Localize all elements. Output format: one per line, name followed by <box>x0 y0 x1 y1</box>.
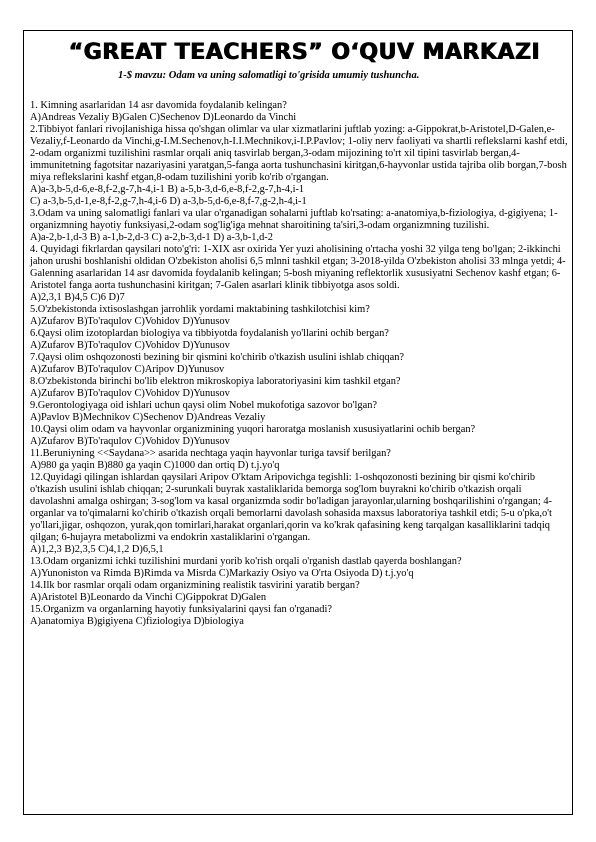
answer-options-4: A)2,3,1 B)4,5 C)6 D)7 <box>30 292 125 303</box>
question-6: 6.Qaysi olim izotoplardan biologiya va tibbiyotda foydalanish yo'llarini ochib bergan? <box>30 328 389 339</box>
answer-options-12: A)1,2,3 B)2,3,5 C)4,1,2 D)6,5,1 <box>30 544 164 555</box>
question-15: 15.Organizm va organlarning hayotiy funksiyalarini qaysi fan o'rganadi? <box>30 604 332 615</box>
answer-options-13: A)Yunoniston va Rimda B)Rimda va Misrda C)Markaziy Osiyo va O'rta Osiyoda D) t.j.yo'q <box>30 568 414 579</box>
answer-options-6: A)Zufarov B)To'raqulov C)Vohidov D)Yunusov <box>30 340 230 351</box>
answer-options-5: A)Zufarov B)To'raqulov C)Vohidov D)Yunusov <box>30 316 230 327</box>
question-1: 1. Kimning asarlaridan 14 asr davomida foydalanib kelingan? <box>30 100 287 111</box>
answer-options-15: A)anatomiya B)gigiyena C)fiziologiya D)biologiya <box>30 616 244 627</box>
answer-options-3: A)a-2,b-1,d-3 B) a-1,b-2,d-3 C) a-2,b-3,d-1 D) a-3,b-1,d-2 <box>30 232 273 243</box>
answer-options-11: A)980 ga yaqin B)880 ga yaqin C)1000 dan ortiq D) t.j.yo'q <box>30 460 280 471</box>
question-14: 14.Ilk bor rasmlar orqali odam organizmining realistik tasvirini yaratib bergan? <box>30 580 360 591</box>
topic-line: 1-$ mavzu: Odam va uning salomatligi to'grisida umumiy tushuncha. <box>118 70 420 81</box>
answer-options-10: A)Zufarov B)To'raqulov C)Vohidov D)Yunusov <box>30 436 230 447</box>
answer-options-7: A)Zufarov B)To'raqulov C)Aripov D)Yunusov <box>30 364 225 375</box>
answer-options-9: A)Pavlov B)Mechnikov C)Sechenov D)Andreas Vezaliy <box>30 412 266 423</box>
question-8: 8.O'zbekistonda birinchi bo'lib elektron mikroskopiya laboratoriyasini kim tashkil etgan? <box>30 376 401 387</box>
question-10: 10.Qaysi olim odam va hayvonlar organizmining yuqori haroratga moslanish xususiyatlarini ochib bergan? <box>30 424 476 435</box>
brand-title: “GREAT TEACHERS” O‘QUV MARKAZI <box>68 40 540 65</box>
question-3: 3.Odam va uning salomatligi fanlari va ular o'rganadigan sohalarni juftlab ko'rsating: a-anatomiya,b-fiziologiya, d-gigiyena; 1-organizmning hayotiy funksiyasi,2-odam sog'lig'iga mehnat sharoitining ta'siri,3-odam organizmning tuzilishi. <box>30 208 558 231</box>
question-7: 7.Qaysi olim oshqozonosti bezining bir qismini ko'chirib o'tkazish usulini ishlab chiqqan? <box>30 352 405 363</box>
answer-options-1: A)Andreas Vezaliy B)Galen C)Sechenov D)Leonardo da Vinchi <box>30 112 297 123</box>
question-12: 12.Quyidagi qilingan ishlardan qaysilari Aripov O'ktam Aripovichga tegishli: 1-oshqozonosti bezining bir qismi ko'chirib o'tkazish usulini ishlab chiqqan; 2-surunkali buyrak xastaliklarida bemorga sog'lom buyrakni ko'chirib o'tkazish orqali davolashni amalga oshirgan; 3-sog'lom va kasal organizmda sodir bo'ladigan jarayonlar,ularning boshqarilishini o'rgangan; 4-organlar va to'qimalarni ko'chirib o'tkazish orqali bemorlarni davolash sohasida maxsus laboratoriya tashkil etdi; 5-u o'pka,o't yo'llari,jigar, oshqozon, yurak,qon tomirlari,harakat organlari,qorin va ko'krak qafasining keng tarqalgan kasalliklarini tadqiq qilgan; 6-hujayra metabolizmi va endokrin xastaliklarini o'rgangan. <box>30 472 553 543</box>
question-5: 5.O'zbekistonda ixtisoslashgan jarrohlik yordami maktabining tashkilotchisi kim? <box>30 304 370 315</box>
answer-options-2b: C) a-3,b-5,d-1,e-8,f-2,g-7,h-4,i-6 D) a-3,b-5,d-6,e-8,f-7,g-2,h-4,i-1 <box>30 196 307 207</box>
answer-options-14: A)Aristotel B)Leonardo da Vinchi C)Gippokrat D)Galen <box>30 592 267 603</box>
question-11: 11.Beruniyning <<Saydana>> asarida nechtaga yaqin hayvonlar turiga tavsif berilgan? <box>30 448 391 459</box>
answer-options-2a: A)a-3,b-5,d-6,e-8,f-2,g-7,h-4,i-1 B) a-5,b-3,d-6,e-8,f-2,g-7,h-4,i-1 <box>30 184 305 195</box>
question-13: 13.Odam organizmi ichki tuzilishini murdani yorib ko'rish orqali o'rganish dastlab qayerda boshlangan? <box>30 556 462 567</box>
question-2: 2.Tibbiyot fanlari rivojlanishiga hissa qo'shgan olimlar va ular xizmatlarini juftlab yozing: a-Gippokrat,b-Aristotel,D-Galen,e-Vezaliy,f-Leonardo da Vinchi,g-I.M.Sechenov,h-I.I.Mechnikov,i-I.P.Pavlov; 1-oliy nerv faoliyati va shartli reflekslarni kashf etdi, 2-odam organizmi tuzilishini rasmlar orqali aniq tasvirlab bergan,3-odam mijozining to'rt xil tipini tasvirlab bergan,4-immunitetning fagotsitar nazariyasini yaratgan,5-fanga aorta tushunchasini kiritgan,6-hayvonlar ustida tajriba olib borgan,7-bosh miya reflekslarini kashf etgan,8-odam tuzilishini yorib ko'rib o'rgangan. <box>30 124 568 183</box>
answer-options-8: A)Zufarov B)To'raqulov C)Vohidov D)Yunusov <box>30 388 230 399</box>
question-4: 4. Quyidagi fikrlardan qaysilari noto'g'ri: 1-XIX asr oxirida Yer yuzi aholisining o'rtacha yoshi 32 yilga teng bo'lgan; 2-ikkinchi jahon urushi boshlanishi oldidan O'zbekiston aholisi 6,5 mlnni tashkil etgan; 3-2018-yilda O'zbekiston aholisi 33 mlnga yetdi; 4-Galenning asarlaridan 14 asr davomida foydalanib kelingan; 5-bosh miyaning reflektorlik xususiyatni Sechenov kashf etgan; 6-Aristotel fanga aorta tushunchasini kiritgan; 7-Galen asarlari klinik tibbiyotga asos soldi. <box>30 244 566 291</box>
question-9: 9.Gerontologiyaga oid ishlari uchun qaysi olim Nobel mukofotiga sazovor bo'lgan? <box>30 400 378 411</box>
header <box>0 40 596 65</box>
question-list <box>30 100 568 628</box>
